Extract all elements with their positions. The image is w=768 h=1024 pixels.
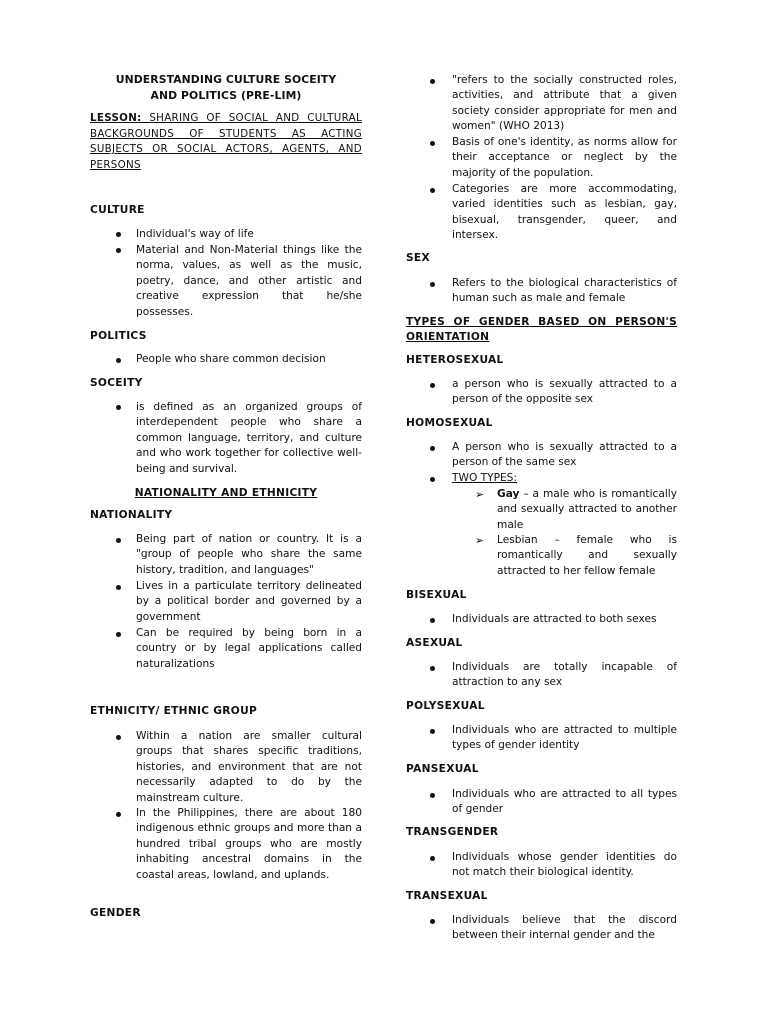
culture-item-1: Individual's way of life	[136, 228, 254, 240]
gender-heading: GENDER	[90, 907, 141, 919]
bullet-icon	[430, 793, 435, 798]
bullet-icon	[430, 188, 435, 193]
culture-item-2: Material and Non-Material things like the norma, values, as well as the music, poetry, dance, and other artistic and creative expression that he/she possesses.	[136, 244, 362, 318]
bullet-icon	[116, 585, 121, 590]
lesbian-definition	[497, 533, 677, 579]
bullet-icon	[116, 232, 121, 237]
polysexual-heading: POLYSEXUAL	[406, 700, 485, 712]
bullet-icon	[116, 405, 121, 410]
document-title: UNDERSTANDING CULTURE SOCEITY AND POLITICS (PRE-LIM)	[115, 73, 337, 102]
heterosexual-heading: HETEROSEXUAL	[406, 354, 504, 366]
gay-term: Gay	[497, 488, 520, 500]
gay-definition	[497, 487, 677, 533]
transexual-heading: TRANSEXUAL	[406, 890, 488, 902]
pansexual-item-1: Individuals who are attracted to all types of gender	[452, 788, 677, 816]
bullet-icon	[116, 632, 121, 637]
bullet-icon	[430, 446, 435, 451]
lesson-statement	[90, 111, 362, 173]
ethnicity-item-2: In the Philippines, there are about 180 indigenous ethnic groups and more than a hundred tribal groups who are mostly inhabiting ancestral domains in the coastal areas, lowland, and uplands.	[136, 807, 362, 881]
bisexual-heading: BISEXUAL	[406, 589, 467, 601]
politics-heading: POLITICS	[90, 330, 147, 342]
bullet-icon	[430, 282, 435, 287]
transgender-item-1: Individuals whose gender identities do not match their biological identity.	[452, 851, 677, 879]
transexual-item-1: Individuals believe that the discord between their internal gender and the	[452, 914, 677, 942]
two-types-label: TWO TYPES:	[452, 472, 517, 484]
polysexual-item-1: Individuals who are attracted to multiple types of gender identity	[452, 724, 677, 752]
bullet-icon	[430, 729, 435, 734]
bullet-icon	[116, 358, 121, 363]
politics-item-1: People who share common decision	[136, 353, 326, 365]
bullet-icon	[116, 538, 121, 543]
bullet-icon	[430, 618, 435, 623]
gender-item-3: Categories are more accommodating, varied identities such as lesbian, gay, bisexual, transgender, queer, and intersex.	[452, 183, 677, 242]
society-item-1: is defined as an organized groups of interdependent people who share a common language, territory, and culture and who work together for collective well-being and survival.	[136, 401, 362, 475]
nationality-ethnicity-heading: NATIONALITY AND ETHNICITY	[134, 487, 318, 499]
bullet-icon	[116, 812, 121, 817]
heterosexual-item-1: a person who is sexually attracted to a person of the opposite sex	[452, 378, 677, 406]
lesson-label: LESSON:	[90, 112, 142, 124]
culture-heading: CULTURE	[90, 204, 145, 216]
homosexual-heading: HOMOSEXUAL	[406, 417, 493, 429]
gender-item-1: "refers to the socially constructed roles, activities, and attribute that a given society consider appropriate for men and women" (WHO 2013)	[452, 74, 677, 133]
pansexual-heading: PANSEXUAL	[406, 763, 479, 775]
lesbian-term: Lesbian	[497, 534, 538, 546]
arrow-bullet-icon: ➢	[475, 534, 485, 547]
types-heading: TYPES OF GENDER BASED ON PERSON'S ORIENTATION	[406, 316, 677, 344]
bullet-icon	[116, 248, 121, 253]
ethnicity-item-1: Within a nation are smaller cultural groups that shares specific traditions, histories, and environment that are not necessarily adapted to do by the mainstream culture.	[136, 730, 362, 804]
bullet-icon	[430, 477, 435, 482]
bullet-icon	[430, 919, 435, 924]
asexual-item-1: Individuals are totally incapable of attraction to any sex	[452, 661, 677, 689]
bullet-icon	[430, 666, 435, 671]
sex-heading: SEX	[406, 252, 430, 264]
society-heading: SOCEITY	[90, 377, 143, 389]
homosexual-item-1: A person who is sexually attracted to a person of the same sex	[452, 441, 677, 469]
gay-text: – a male who is romantically and sexually attracted to another male	[497, 488, 677, 531]
transgender-heading: TRANSGENDER	[406, 826, 499, 838]
bullet-icon	[430, 856, 435, 861]
nationality-item-3: Can be required by being born in a country or by legal applications called naturalizations	[136, 627, 362, 670]
ethnicity-heading: ETHNICITY/ ETHNIC GROUP	[90, 705, 258, 717]
nationality-item-1: Being part of nation or country. It is a "group of people who share the same history, tradition, and languages"	[136, 533, 362, 576]
gender-item-2: Basis of one's identity, as norms allow for their acceptance or neglect by the majority of the population.	[452, 136, 677, 179]
bullet-icon	[430, 79, 435, 84]
nationality-heading: NATIONALITY	[90, 509, 173, 521]
bullet-icon	[430, 141, 435, 146]
lesbian-text: – female who is romantically and sexually attracted to her fellow female	[497, 534, 677, 577]
asexual-heading: ASEXUAL	[406, 637, 463, 649]
lesson-text: SHARING OF SOCIAL AND CULTURAL BACKGROUNDS OF STUDENTS AS ACTING SUBJECTS OR SOCIAL ACTORS, AGENTS, AND PERSONS	[90, 112, 363, 171]
sex-item-1: Refers to the biological characteristics of human such as male and female	[452, 277, 677, 305]
bullet-icon	[116, 735, 121, 740]
arrow-bullet-icon: ➢	[475, 488, 485, 501]
bullet-icon	[430, 383, 435, 388]
nationality-item-2: Lives in a particulate territory delineated by a political border and governed by a government	[136, 580, 362, 623]
bisexual-item-1: Individuals are attracted to both sexes	[452, 613, 657, 625]
